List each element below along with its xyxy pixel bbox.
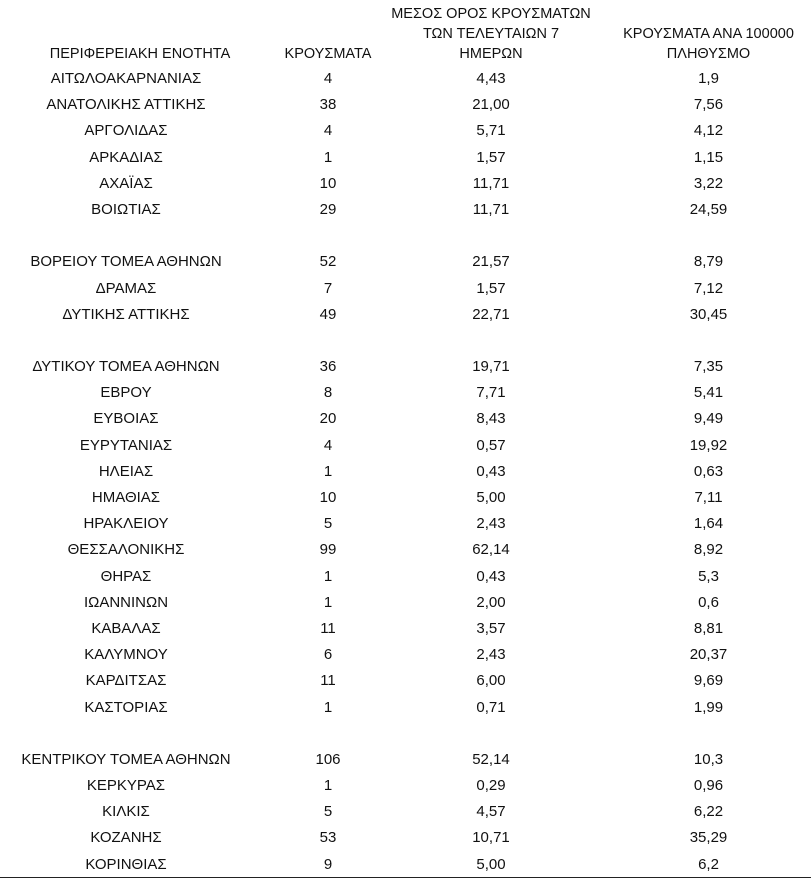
cell-avg7: 0,57 [476,436,506,454]
cell-per100k: 19,92 [689,436,728,454]
cell-cases: 8 [323,384,333,402]
cell-region: ΔΥΤΙΚΗΣ ΑΤΤΙΚΗΣ [62,305,190,323]
cell-per100k: 1,64 [693,515,724,533]
cell-cases: 11 [320,672,336,690]
cell-per100k: 9,69 [693,672,724,690]
header-line: ΠΛΗΘΥΣΜΟ [666,46,751,62]
cell-per100k: 30,45 [689,305,728,323]
cell-per100k: 7,35 [693,358,724,376]
cell-cases: 38 [319,96,337,114]
cell-per100k: 9,49 [693,410,724,428]
cell-region: ΕΥΒΟΙΑΣ [93,410,159,428]
cell-avg7: 2,00 [476,593,506,611]
header-line: ΤΩΝ ΤΕΛΕΥΤΑΙΩΝ 7 [422,26,560,42]
cell-avg7: 5,71 [476,122,506,140]
table-body [0,66,811,878]
table-row [0,354,811,380]
blank-row [0,328,811,354]
cell-cases: 10 [319,489,337,506]
cell-avg7: 11,71 [472,174,510,192]
table-row [0,406,811,432]
cell-avg7: 4,57 [476,803,506,821]
cell-avg7: 2,43 [476,515,506,533]
cell-cases: 1 [323,148,333,166]
cell-avg7: 62,14 [472,541,510,559]
cell-region: ΕΥΡΥΤΑΝΙΑΣ [79,436,173,454]
table-row [0,537,811,563]
table-row [0,433,811,459]
cell-per100k: 5,41 [693,384,724,402]
cell-avg7: 0,43 [476,567,506,585]
cell-avg7: 0,43 [476,462,506,480]
header-avg7 [386,4,596,64]
cell-region: ΘΕΣΣΑΛΟΝΙΚΗΣ [67,541,185,559]
cell-per100k: 1,15 [693,148,724,166]
cell-cases: 5 [323,803,333,821]
table-row [0,773,811,799]
cell-cases: 20 [319,410,337,428]
cell-cases: 1 [323,777,333,795]
cell-region: ΙΩΑΝΝΙΝΩΝ [83,593,169,611]
cell-avg7: 52,14 [472,750,510,768]
cell-avg7: 8,43 [476,410,506,428]
table-row [0,66,811,92]
table-row [0,799,811,825]
cell-per100k: 1,9 [698,70,719,87]
cell-cases: 106 [315,750,341,768]
cell-per100k: 8,79 [693,253,724,271]
blank-row [0,721,811,747]
header-line: ΜΕΣΟΣ ΟΡΟΣ ΚΡΟΥΣΜΑΤΩΝ [391,6,591,22]
cell-per100k: 6,2 [698,855,719,873]
cell-avg7: 0,71 [476,698,506,716]
cell-cases: 1 [323,567,333,585]
cell-cases: 99 [319,541,337,559]
cell-cases: 9 [323,855,333,873]
cell-region: ΗΡΑΚΛΕΙΟΥ [83,515,169,533]
table-row [0,118,811,144]
cell-region: ΚΕΝΤΡΙΚΟΥ ΤΟΜΕΑ ΑΘΗΝΩΝ [21,750,231,768]
cell-per100k: 8,81 [693,619,724,637]
cell-cases: 29 [319,200,337,218]
cell-cases: 4 [323,122,333,140]
cell-avg7: 1,57 [476,279,506,297]
cell-region: ΚΑΛΥΜΝΟΥ [84,646,168,664]
cell-region: ΚΟΡΙΝΘΙΑΣ [85,855,167,873]
header-cases [270,44,386,64]
cell-avg7: 7,71 [476,384,506,402]
cell-region: ΕΒΡΟΥ [100,384,152,402]
cell-avg7: 5,00 [476,489,506,506]
table-row [0,380,811,406]
cell-per100k: 0,63 [693,462,724,480]
table-row [0,511,811,537]
cell-avg7: 5,00 [476,855,506,873]
cell-region: ΔΥΤΙΚΟΥ ΤΟΜΕΑ ΑΘΗΝΩΝ [32,358,220,376]
cell-avg7: 11,71 [472,200,510,218]
header-line: ΠΕΡΙΦΕΡΕΙΑΚΗ ΕΝΟΤΗΤΑ [49,46,231,62]
cell-region: ΑΙΤΩΛΟΑΚΑΡΝΑΝΙΑΣ [50,70,202,87]
cell-region: ΚΑΒΑΛΑΣ [91,619,161,637]
cell-per100k: 1,99 [693,698,724,716]
cell-region: ΑΡΓΟΛΙΔΑΣ [84,122,168,140]
cell-avg7: 0,29 [476,777,506,795]
cell-region: ΒΟΙΩΤΙΑΣ [91,200,161,218]
cell-per100k: 8,92 [693,541,724,559]
cell-cases: 1 [323,593,333,611]
cell-per100k: 7,56 [693,96,724,114]
blank-row [0,223,811,249]
cell-cases: 52 [319,253,337,271]
cell-region: ΗΜΑΘΙΑΣ [91,489,161,506]
cell-region: ΚΑΣΤΟΡΙΑΣ [84,698,168,716]
cell-region: ΑΡΚΑΔΙΑΣ [89,148,163,166]
cell-avg7: 3,57 [476,619,506,637]
cell-per100k: 10,3 [693,750,724,768]
cell-region: ΒΟΡΕΙΟΥ ΤΟΜΕΑ ΑΘΗΝΩΝ [30,253,222,271]
cell-per100k: 4,12 [693,122,724,140]
cell-region: ΔΡΑΜΑΣ [95,279,157,297]
cell-cases: 4 [323,70,333,87]
cell-per100k: 0,6 [698,593,719,611]
cell-region: ΚΟΖΑΝΗΣ [90,829,162,847]
cell-per100k: 35,29 [689,829,728,847]
cell-cases: 53 [319,829,337,847]
cell-avg7: 10,71 [472,829,510,847]
cell-cases: 36 [319,358,337,376]
cell-per100k: 0,96 [693,777,724,795]
cell-avg7: 21,00 [472,96,510,114]
cell-region: ΚΙΛΚΙΣ [102,803,150,821]
cell-avg7: 22,71 [472,305,510,323]
cell-cases: 1 [323,462,333,480]
table-header [0,0,811,66]
cell-cases: 6 [323,646,333,664]
table-row [0,564,811,590]
table-row [0,616,811,642]
table-row [0,695,811,721]
table-row [0,459,811,485]
cell-per100k: 24,59 [689,200,728,218]
cell-per100k: 7,12 [693,279,724,297]
cell-per100k: 3,22 [693,174,724,192]
table-row [0,642,811,668]
table-row [0,747,811,773]
table-row [0,302,811,328]
cell-avg7: 6,00 [476,672,506,690]
table-row [0,276,811,302]
cell-region: ΘΗΡΑΣ [100,567,152,585]
cell-cases: 4 [323,436,333,454]
cell-per100k: 7,11 [694,489,723,506]
table-row [0,825,811,851]
cell-avg7: 21,57 [472,253,510,271]
table-row [0,145,811,171]
table-row [0,485,811,511]
cell-avg7: 1,57 [476,148,506,166]
cell-cases: 7 [323,279,333,297]
header-line: ΚΡΟΥΣΜΑΤΑ ΑΝΑ 100000 [623,26,794,42]
cell-avg7: 19,71 [472,358,510,376]
cell-avg7: 4,43 [476,70,506,87]
cell-cases: 5 [323,515,333,533]
table-row [0,590,811,616]
header-line: ΗΜΕΡΩΝ [459,46,523,62]
cell-cases: 49 [319,305,337,323]
header-line: ΚΡΟΥΣΜΑΤΑ [284,46,372,62]
cell-cases: 10 [319,174,337,192]
bottom-border [0,877,811,878]
cell-per100k: 20,37 [689,646,728,664]
cell-per100k: 6,22 [693,803,724,821]
header-per100k [606,24,811,64]
table-row [0,171,811,197]
cell-region: ΚΕΡΚΥΡΑΣ [86,777,166,795]
cell-region: ΑΧΑΪΑΣ [99,174,153,192]
cell-avg7: 2,43 [476,646,506,664]
table-row [0,197,811,223]
table-row [0,668,811,694]
header-region [20,44,260,64]
table-row [0,92,811,118]
cell-region: ΗΛΕΙΑΣ [98,462,154,480]
table-row [0,249,811,275]
cell-region: ΑΝΑΤΟΛΙΚΗΣ ΑΤΤΙΚΗΣ [46,96,206,114]
cell-region: ΚΑΡΔΙΤΣΑΣ [85,672,167,690]
table-row [0,852,811,878]
cell-cases: 11 [320,619,336,637]
cell-per100k: 5,3 [698,567,719,585]
cell-cases: 1 [323,698,333,716]
